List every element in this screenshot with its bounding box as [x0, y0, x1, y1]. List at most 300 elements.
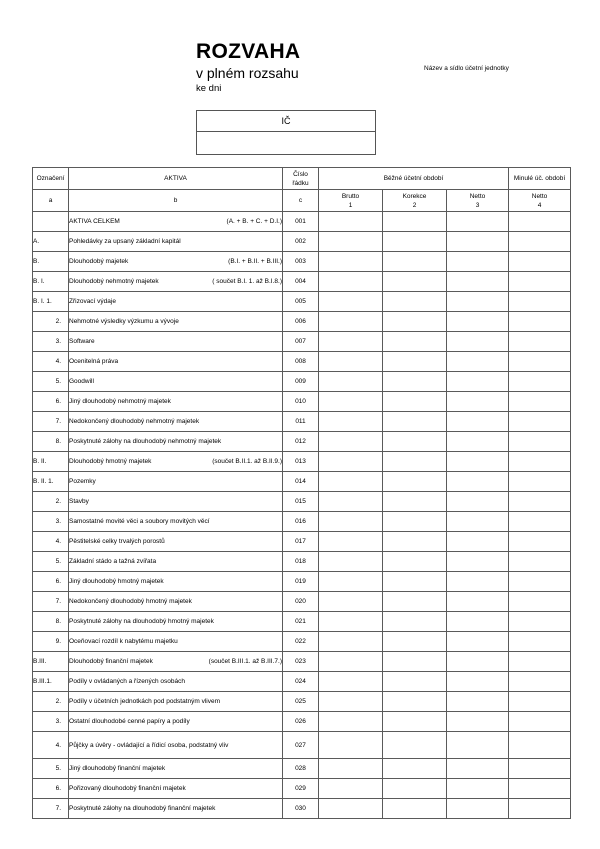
- value-cell-netto-previous[interactable]: [509, 332, 571, 352]
- row-description-text: Jiný dlouhodobý hmotný majetek: [69, 578, 164, 585]
- value-cell-netto-previous[interactable]: [509, 712, 571, 732]
- value-cell-brutto[interactable]: [319, 652, 383, 672]
- header-col-brutto: [319, 190, 383, 212]
- value-cell-netto-current[interactable]: [447, 592, 509, 612]
- table-header-row-2: [33, 190, 571, 212]
- row-description: [69, 472, 283, 492]
- table-row: [33, 692, 571, 712]
- row-marker: 3.: [33, 512, 69, 532]
- value-cell-korekce[interactable]: [383, 292, 447, 312]
- row-formula-note: (B.I. + B.II. + B.III.): [228, 258, 282, 265]
- row-marker: B.III.: [33, 652, 69, 672]
- value-cell-brutto[interactable]: [319, 392, 383, 412]
- row-line-number: 024: [283, 672, 319, 692]
- row-marker: 4.: [33, 352, 69, 372]
- value-cell-netto-previous[interactable]: [509, 492, 571, 512]
- header-col-brutto-name: Brutto: [341, 192, 360, 200]
- value-cell-netto-previous[interactable]: [509, 692, 571, 712]
- table-row: [33, 272, 571, 292]
- value-cell-netto-previous[interactable]: [509, 312, 571, 332]
- row-marker: 7.: [33, 799, 69, 819]
- ic-label: IČ: [197, 111, 375, 132]
- row-description: [69, 532, 283, 552]
- row-description-text: Pořizovaný dlouhodobý finanční majetek: [69, 785, 186, 792]
- value-cell-korekce[interactable]: [383, 232, 447, 252]
- row-description-text: Pohledávky za upsaný základní kapitál: [69, 238, 181, 245]
- row-description-text: Dlouhodobý nehmotný majetek: [69, 278, 159, 285]
- value-cell-netto-previous[interactable]: [509, 672, 571, 692]
- header-col-korekce-name: Korekce: [402, 192, 427, 200]
- row-line-number: 020: [283, 592, 319, 612]
- value-cell-korekce[interactable]: [383, 632, 447, 652]
- row-description: [69, 212, 283, 232]
- table-row: [33, 652, 571, 672]
- row-description: [69, 632, 283, 652]
- row-description: [69, 512, 283, 532]
- row-line-number: 012: [283, 432, 319, 452]
- value-cell-brutto[interactable]: [319, 732, 383, 759]
- value-cell-brutto[interactable]: [319, 799, 383, 819]
- value-cell-netto-current[interactable]: [447, 799, 509, 819]
- row-description: [69, 412, 283, 432]
- value-cell-brutto[interactable]: [319, 432, 383, 452]
- header-col-netto-previous: [509, 190, 571, 212]
- header-line-no-sub: c: [283, 190, 319, 212]
- value-cell-netto-previous[interactable]: [509, 512, 571, 532]
- row-description-text: Dlouhodobý finanční majetek: [69, 658, 153, 665]
- row-description: [69, 372, 283, 392]
- value-cell-brutto[interactable]: [319, 632, 383, 652]
- value-cell-korekce[interactable]: [383, 212, 447, 232]
- value-cell-netto-current[interactable]: [447, 412, 509, 432]
- row-description-text: Dlouhodobý majetek: [69, 258, 129, 265]
- row-description: [69, 612, 283, 632]
- value-cell-brutto[interactable]: [319, 472, 383, 492]
- header-col-korekce: [383, 190, 447, 212]
- value-cell-korekce[interactable]: [383, 552, 447, 572]
- value-cell-netto-previous[interactable]: [509, 272, 571, 292]
- row-description: [69, 432, 283, 452]
- value-cell-netto-previous[interactable]: [509, 372, 571, 392]
- row-line-number: 007: [283, 332, 319, 352]
- table-row: [33, 672, 571, 692]
- row-description: [69, 572, 283, 592]
- table-row: [33, 532, 571, 552]
- header-col-netto-current: [447, 190, 509, 212]
- value-cell-brutto[interactable]: [319, 552, 383, 572]
- value-cell-netto-current[interactable]: [447, 572, 509, 592]
- header-col-netto-previous-num: 4: [537, 201, 542, 209]
- row-line-number: 003: [283, 252, 319, 272]
- value-cell-netto-current[interactable]: [447, 292, 509, 312]
- row-marker: 2.: [33, 692, 69, 712]
- value-cell-netto-previous[interactable]: [509, 392, 571, 412]
- value-cell-netto-current[interactable]: [447, 672, 509, 692]
- table-row: [33, 212, 571, 232]
- value-cell-netto-current[interactable]: [447, 472, 509, 492]
- value-cell-netto-current[interactable]: [447, 652, 509, 672]
- value-cell-brutto[interactable]: [319, 452, 383, 472]
- row-description-text: Goodwill: [69, 378, 94, 385]
- value-cell-netto-current[interactable]: [447, 732, 509, 759]
- value-cell-brutto[interactable]: [319, 672, 383, 692]
- header-mark: Označení: [33, 168, 69, 190]
- row-marker: 8.: [33, 432, 69, 452]
- row-line-number: 013: [283, 452, 319, 472]
- table-row: [33, 332, 571, 352]
- row-marker: 3.: [33, 712, 69, 732]
- row-marker: [33, 212, 69, 232]
- row-marker: 7.: [33, 592, 69, 612]
- row-marker: 6.: [33, 572, 69, 592]
- row-line-number: 021: [283, 612, 319, 632]
- value-cell-netto-previous[interactable]: [509, 412, 571, 432]
- page-dateline: ke dni: [196, 83, 222, 94]
- row-line-number: 019: [283, 572, 319, 592]
- row-description-text: Ostatní dlouhodobé cenné papíry a podíly: [69, 718, 190, 725]
- row-line-number: 005: [283, 292, 319, 312]
- header-desc-sub: b: [69, 190, 283, 212]
- row-description: [69, 652, 283, 672]
- value-cell-brutto[interactable]: [319, 492, 383, 512]
- row-line-number: 026: [283, 712, 319, 732]
- row-description: [69, 492, 283, 512]
- row-description: [69, 592, 283, 612]
- ic-box: [196, 110, 376, 155]
- value-cell-netto-current[interactable]: [447, 212, 509, 232]
- value-cell-netto-current[interactable]: [447, 779, 509, 799]
- header-line-no: [283, 168, 319, 190]
- row-description: [69, 712, 283, 732]
- value-cell-netto-previous[interactable]: [509, 432, 571, 452]
- page-title: ROZVAHA: [196, 40, 301, 63]
- value-cell-netto-previous[interactable]: [509, 759, 571, 779]
- value-cell-korekce[interactable]: [383, 452, 447, 472]
- row-description-text: Podíly v ovládaných a řízených osobách: [69, 678, 185, 685]
- table-row: [33, 779, 571, 799]
- value-cell-korekce[interactable]: [383, 612, 447, 632]
- row-description-text: Nedokončený dlouhodobý nehmotný majetek: [69, 418, 200, 425]
- value-cell-netto-current[interactable]: [447, 552, 509, 572]
- row-marker: 6.: [33, 779, 69, 799]
- value-cell-netto-current[interactable]: [447, 632, 509, 652]
- header-col-brutto-num: 1: [348, 201, 353, 209]
- row-line-number: 023: [283, 652, 319, 672]
- row-description-text: Nehmotné výsledky výzkumu a vývoje: [69, 318, 179, 325]
- value-cell-korekce[interactable]: [383, 332, 447, 352]
- table-row: [33, 632, 571, 652]
- table-row: [33, 712, 571, 732]
- value-cell-korekce[interactable]: [383, 779, 447, 799]
- value-cell-netto-current[interactable]: [447, 452, 509, 472]
- row-line-number: 029: [283, 779, 319, 799]
- row-marker: B. I.: [33, 272, 69, 292]
- value-cell-korekce[interactable]: [383, 572, 447, 592]
- value-cell-brutto[interactable]: [319, 612, 383, 632]
- header-col-korekce-num: 2: [412, 201, 417, 209]
- row-marker: 3.: [33, 332, 69, 352]
- value-cell-korekce[interactable]: [383, 732, 447, 759]
- value-cell-brutto[interactable]: [319, 532, 383, 552]
- row-description: [69, 759, 283, 779]
- value-cell-netto-previous[interactable]: [509, 612, 571, 632]
- row-marker: 4.: [33, 532, 69, 552]
- row-description-text: Poskytnuté zálohy na dlouhodobý finanční majetek: [69, 805, 216, 812]
- header-mark-sub: a: [33, 190, 69, 212]
- row-description: [69, 252, 283, 272]
- row-description: [69, 232, 283, 252]
- value-cell-brutto[interactable]: [319, 292, 383, 312]
- row-description: [69, 312, 283, 332]
- row-marker: 7.: [33, 412, 69, 432]
- row-line-number: 016: [283, 512, 319, 532]
- row-line-number: 001: [283, 212, 319, 232]
- row-description-text: Poskytnuté zálohy na dlouhodobý nehmotný majetek: [69, 438, 222, 445]
- row-description: [69, 352, 283, 372]
- row-line-number: 022: [283, 632, 319, 652]
- value-cell-korekce[interactable]: [383, 759, 447, 779]
- value-cell-brutto[interactable]: [319, 332, 383, 352]
- balance-sheet-table: [32, 167, 571, 819]
- row-line-number: 014: [283, 472, 319, 492]
- value-cell-netto-previous[interactable]: [509, 732, 571, 759]
- table-body: [33, 212, 571, 819]
- value-cell-korekce[interactable]: [383, 272, 447, 292]
- table-header-row-1: [33, 168, 571, 190]
- table-row: [33, 732, 571, 759]
- row-description-text: Pěstitelské celky trvalých porostů: [69, 538, 165, 545]
- row-description: [69, 332, 283, 352]
- table-row: [33, 232, 571, 252]
- table-row: [33, 372, 571, 392]
- row-description-text: Samostatné movité věci a soubory movitých věcí: [69, 518, 210, 525]
- row-description: [69, 779, 283, 799]
- value-cell-brutto[interactable]: [319, 232, 383, 252]
- value-cell-korekce[interactable]: [383, 392, 447, 412]
- value-cell-netto-current[interactable]: [447, 692, 509, 712]
- value-cell-brutto[interactable]: [319, 692, 383, 712]
- row-line-number: 030: [283, 799, 319, 819]
- header-line-no-l1: Číslo: [293, 170, 308, 178]
- value-cell-netto-current[interactable]: [447, 372, 509, 392]
- row-line-number: 025: [283, 692, 319, 712]
- row-description: [69, 392, 283, 412]
- row-marker: 5.: [33, 759, 69, 779]
- row-line-number: 008: [283, 352, 319, 372]
- row-description-text: Oceňovací rozdíl k nabytému majetku: [69, 638, 178, 645]
- value-cell-korekce[interactable]: [383, 672, 447, 692]
- value-cell-netto-previous[interactable]: [509, 799, 571, 819]
- value-cell-brutto[interactable]: [319, 252, 383, 272]
- value-cell-netto-current[interactable]: [447, 392, 509, 412]
- row-formula-note: (součet B.III.1. až B.III.7.): [208, 658, 282, 665]
- header-col-netto-previous-name: Netto: [531, 192, 548, 200]
- value-cell-netto-current[interactable]: [447, 332, 509, 352]
- row-description: [69, 292, 283, 312]
- value-cell-netto-previous[interactable]: [509, 552, 571, 572]
- row-line-number: 009: [283, 372, 319, 392]
- row-marker: A.: [33, 232, 69, 252]
- value-cell-netto-current[interactable]: [447, 232, 509, 252]
- value-cell-korekce[interactable]: [383, 512, 447, 532]
- value-cell-korekce[interactable]: [383, 652, 447, 672]
- row-description: [69, 552, 283, 572]
- table-row: [33, 432, 571, 452]
- row-description: [69, 272, 283, 292]
- row-line-number: 010: [283, 392, 319, 412]
- row-description-text: Poskytnuté zálohy na dlouhodobý hmotný majetek: [69, 618, 214, 625]
- row-description: [69, 732, 283, 759]
- value-cell-netto-current[interactable]: [447, 512, 509, 532]
- value-cell-korekce[interactable]: [383, 799, 447, 819]
- value-cell-netto-previous[interactable]: [509, 592, 571, 612]
- row-line-number: 028: [283, 759, 319, 779]
- header-line-no-l2: řádku: [292, 179, 309, 187]
- title-block: [196, 40, 300, 95]
- row-formula-note: (součet B.II.1. až B.II.9.): [212, 458, 282, 465]
- row-marker: 4.: [33, 732, 69, 759]
- row-formula-note: (A. + B. + C. + D.I.): [226, 218, 282, 225]
- row-marker: 5.: [33, 372, 69, 392]
- row-description-text: Dlouhodobý hmotný majetek: [69, 458, 152, 465]
- value-cell-brutto[interactable]: [319, 312, 383, 332]
- value-cell-netto-current[interactable]: [447, 252, 509, 272]
- row-description: [69, 799, 283, 819]
- row-marker: B. II.: [33, 452, 69, 472]
- value-cell-netto-previous[interactable]: [509, 292, 571, 312]
- value-cell-brutto[interactable]: [319, 352, 383, 372]
- row-description-text: Zřizovací výdaje: [69, 298, 116, 305]
- header-desc: AKTIVA: [69, 168, 283, 190]
- table-row: [33, 512, 571, 532]
- value-cell-brutto[interactable]: [319, 572, 383, 592]
- row-marker: B. I. 1.: [33, 292, 69, 312]
- row-line-number: 011: [283, 412, 319, 432]
- row-description-text: Stavby: [69, 498, 89, 505]
- table-row: [33, 759, 571, 779]
- value-cell-netto-current[interactable]: [447, 612, 509, 632]
- value-cell-korekce[interactable]: [383, 312, 447, 332]
- value-cell-netto-previous[interactable]: [509, 572, 571, 592]
- value-cell-brutto[interactable]: [319, 779, 383, 799]
- value-cell-brutto[interactable]: [319, 272, 383, 292]
- row-description-text: Základní stádo a tažná zvířata: [69, 558, 157, 565]
- value-cell-netto-current[interactable]: [447, 492, 509, 512]
- table-row: [33, 252, 571, 272]
- row-line-number: 002: [283, 232, 319, 252]
- row-description-text: Jiný dlouhodobý nehmotný majetek: [69, 398, 171, 405]
- row-description-text: Pozemky: [69, 478, 96, 485]
- ic-value-field[interactable]: [197, 132, 375, 154]
- value-cell-netto-previous[interactable]: [509, 352, 571, 372]
- value-cell-korekce[interactable]: [383, 532, 447, 552]
- value-cell-brutto[interactable]: [319, 759, 383, 779]
- table-row: [33, 392, 571, 412]
- table-row: [33, 292, 571, 312]
- value-cell-brutto[interactable]: [319, 372, 383, 392]
- row-marker: 8.: [33, 612, 69, 632]
- value-cell-netto-current[interactable]: [447, 352, 509, 372]
- value-cell-korekce[interactable]: [383, 352, 447, 372]
- table-row: [33, 799, 571, 819]
- row-description-text: AKTIVA CELKEM: [69, 218, 120, 225]
- value-cell-brutto[interactable]: [319, 712, 383, 732]
- value-cell-netto-previous[interactable]: [509, 452, 571, 472]
- page-subtitle: v plném rozsahu: [196, 65, 299, 81]
- row-marker: B.: [33, 252, 69, 272]
- value-cell-netto-current[interactable]: [447, 312, 509, 332]
- row-description: [69, 692, 283, 712]
- table-header: [33, 168, 571, 212]
- table-row: [33, 612, 571, 632]
- row-description: [69, 452, 283, 472]
- row-description-text: Jiný dlouhodobý finanční majetek: [69, 765, 166, 772]
- row-marker: 6.: [33, 392, 69, 412]
- table-row: [33, 352, 571, 372]
- value-cell-netto-previous[interactable]: [509, 232, 571, 252]
- row-description: [69, 672, 283, 692]
- row-line-number: 018: [283, 552, 319, 572]
- value-cell-brutto[interactable]: [319, 412, 383, 432]
- table-row: [33, 552, 571, 572]
- value-cell-netto-current[interactable]: [447, 532, 509, 552]
- header-col-netto-current-num: 3: [475, 201, 480, 209]
- value-cell-netto-previous[interactable]: [509, 212, 571, 232]
- table-row: [33, 572, 571, 592]
- table-row: [33, 412, 571, 432]
- value-cell-netto-previous[interactable]: [509, 779, 571, 799]
- row-description-text: Podíly v účetních jednotkách pod podstatným vlivem: [69, 698, 221, 705]
- value-cell-korekce[interactable]: [383, 592, 447, 612]
- row-marker: B.III.1.: [33, 672, 69, 692]
- value-cell-korekce[interactable]: [383, 492, 447, 512]
- value-cell-korekce[interactable]: [383, 372, 447, 392]
- value-cell-netto-previous[interactable]: [509, 252, 571, 272]
- row-formula-note: ( součet B.I. 1. až B.I.8.): [212, 278, 282, 285]
- value-cell-netto-previous[interactable]: [509, 652, 571, 672]
- value-cell-brutto[interactable]: [319, 512, 383, 532]
- header-previous-period: Minulé úč. období: [509, 168, 571, 190]
- row-line-number: 004: [283, 272, 319, 292]
- value-cell-brutto[interactable]: [319, 212, 383, 232]
- value-cell-korekce[interactable]: [383, 472, 447, 492]
- value-cell-netto-previous[interactable]: [509, 472, 571, 492]
- value-cell-netto-current[interactable]: [447, 272, 509, 292]
- row-marker: 5.: [33, 552, 69, 572]
- table-row: [33, 312, 571, 332]
- value-cell-brutto[interactable]: [319, 592, 383, 612]
- value-cell-korekce[interactable]: [383, 712, 447, 732]
- row-line-number: 017: [283, 532, 319, 552]
- row-description-text: Software: [69, 338, 95, 345]
- value-cell-netto-current[interactable]: [447, 432, 509, 452]
- value-cell-netto-current[interactable]: [447, 759, 509, 779]
- row-description-text: Půjčky a úvěry - ovládající a řídicí osoba, podstatný vliv: [69, 741, 229, 749]
- value-cell-netto-current[interactable]: [447, 712, 509, 732]
- value-cell-korekce[interactable]: [383, 432, 447, 452]
- row-marker: 9.: [33, 632, 69, 652]
- value-cell-korekce[interactable]: [383, 692, 447, 712]
- value-cell-netto-previous[interactable]: [509, 532, 571, 552]
- row-line-number: 006: [283, 312, 319, 332]
- table-row: [33, 452, 571, 472]
- table-row: [33, 492, 571, 512]
- table-row: [33, 472, 571, 492]
- value-cell-netto-previous[interactable]: [509, 632, 571, 652]
- value-cell-korekce[interactable]: [383, 412, 447, 432]
- value-cell-korekce[interactable]: [383, 252, 447, 272]
- row-description-text: Nedokončený dlouhodobý hmotný majetek: [69, 598, 192, 605]
